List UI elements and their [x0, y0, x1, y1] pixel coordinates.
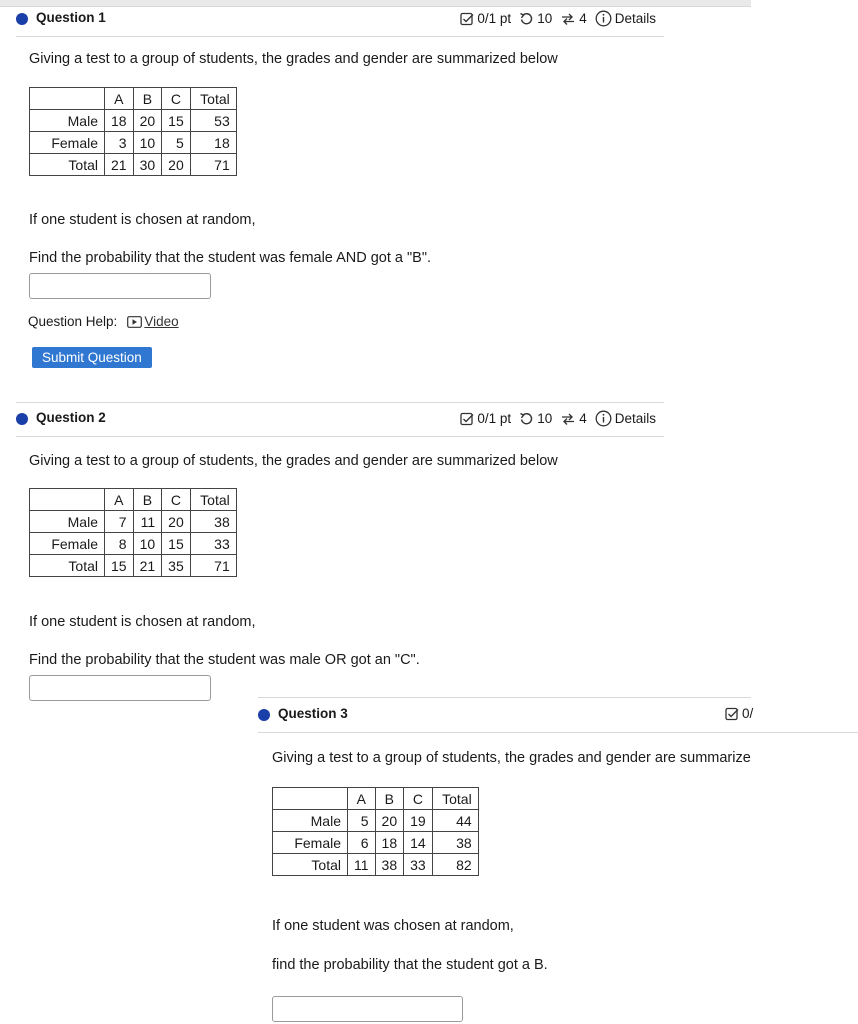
question-title: Question 3	[278, 706, 348, 721]
random-text: If one student is chosen at random,	[29, 212, 256, 228]
table-row: Female 8 10 15 33	[30, 533, 237, 555]
checkbox-score-icon	[725, 707, 739, 721]
checkbox-score-icon	[460, 412, 474, 426]
question-meta	[725, 706, 761, 721]
question-meta	[460, 10, 656, 27]
table-header-row: A B C Total	[30, 489, 237, 511]
answer-input[interactable]	[29, 273, 211, 299]
table-row: Female 6 18 14 38	[273, 832, 479, 854]
table-row: Male 7 11 20 38	[30, 511, 237, 533]
grades-table	[29, 87, 237, 176]
checkbox-score-icon	[460, 12, 474, 26]
details-link[interactable]: Details	[595, 10, 656, 27]
question-prompt: Giving a test to a group of students, the grades and gender are summarized below	[29, 51, 558, 67]
score: 0/1 pt	[460, 11, 511, 26]
score: 0/1 pt	[460, 411, 511, 426]
table-row: Total 11 38 33 82	[273, 854, 479, 876]
status-dot-icon	[16, 13, 28, 25]
retries: 10	[519, 11, 552, 26]
retries: 10	[519, 411, 552, 426]
table-row: Total 21 30 20 71	[30, 154, 237, 176]
status-dot-icon	[16, 413, 28, 425]
table-row: Total 15 21 35 71	[30, 555, 237, 577]
question-1-header	[16, 2, 664, 37]
video-link[interactable]: Video	[127, 314, 178, 329]
details-link[interactable]: Details	[595, 410, 656, 427]
table-header-row: A B C Total	[30, 88, 237, 110]
retry-icon	[519, 12, 534, 26]
attempts: 4	[560, 411, 587, 426]
table-row: Male 18 20 15 53	[30, 110, 237, 132]
attempts-icon	[560, 412, 576, 426]
find-text: find the probability that the student got a B.	[272, 957, 548, 973]
submit-question-button[interactable]: Submit Question	[32, 347, 152, 368]
table-header-row: A B C Total	[273, 788, 479, 810]
question-2-header	[16, 402, 664, 437]
question-help: Question Help: Video	[28, 314, 179, 329]
question-prompt: Giving a test to a group of students, the grades and gender are summarized below	[29, 453, 558, 469]
question-title: Question 2	[36, 410, 106, 425]
video-icon	[127, 316, 142, 328]
info-icon	[595, 410, 612, 427]
question-title: Question 1	[36, 10, 106, 25]
question-prompt: Giving a test to a group of students, the grades and gender are summarize	[272, 750, 751, 766]
random-text: If one student was chosen at random,	[272, 918, 514, 934]
find-text: Find the probability that the student was female AND got a "B".	[29, 250, 432, 266]
status-dot-icon	[258, 709, 270, 721]
retry-icon	[519, 412, 534, 426]
answer-input[interactable]	[272, 996, 463, 1022]
question-2	[16, 402, 664, 702]
grades-table	[272, 787, 479, 876]
question-1	[16, 0, 664, 380]
random-text: If one student is chosen at random,	[29, 614, 256, 630]
score: 0/	[725, 706, 753, 721]
table-row: Female 3 10 5 18	[30, 132, 237, 154]
table-row: Male 5 20 19 44	[273, 810, 479, 832]
grades-table	[29, 488, 237, 577]
find-text: Find the probability that the student was male OR got an "C".	[29, 652, 420, 668]
question-3	[258, 697, 754, 1024]
answer-input[interactable]	[29, 675, 211, 701]
attempts: 4	[560, 11, 587, 26]
question-meta	[460, 410, 656, 427]
attempts-icon	[560, 12, 576, 26]
info-icon	[595, 10, 612, 27]
question-3-header	[258, 698, 858, 733]
